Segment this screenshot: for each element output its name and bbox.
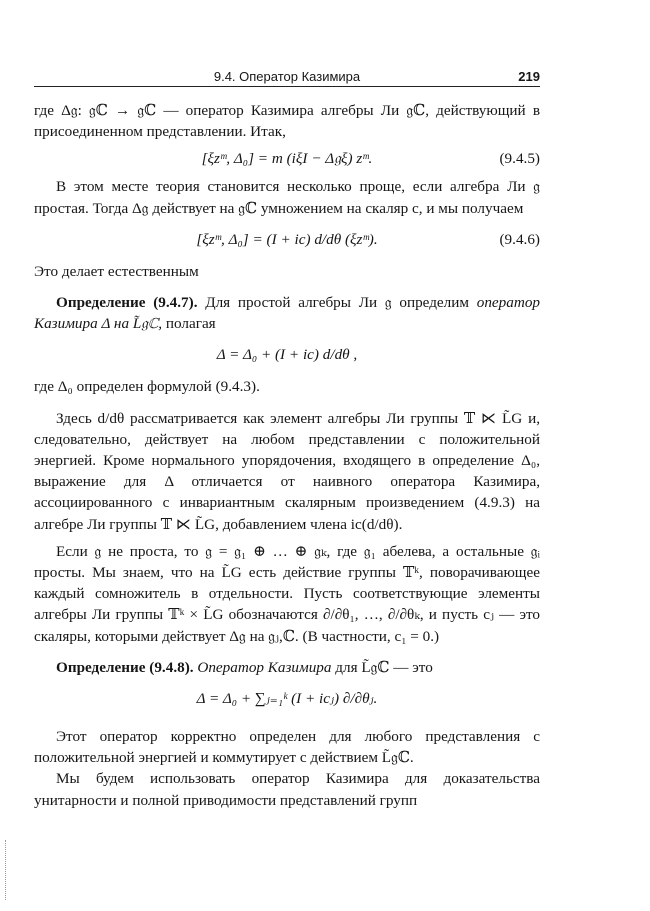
paragraph: Здесь d/dθ рассматривается как элемент алгебры Ли группы 𝕋 ⋉ L̃G и, следовательно, действует на любом представлении с положительной энергией. Кроме нормального упорядочения, входящего в определение Δ₀, выражение для Δ отличается от наивного оператора Казимира, ассоциированного с инвариантным скалярным произведением (4.9.3) на алгебре Ли группы 𝕋 ⋉ L̃G, добавлением члена ic(d/dθ). [34, 409, 540, 533]
definition-heading: Определение (9.4.7). [56, 294, 198, 312]
formula-casimir-general [34, 678, 540, 720]
formula-text: [ξzᵐ, Δ₀] = m (iξI − Δ𝔤ξ) zᵐ. [201, 150, 373, 168]
definition-term: оператор Казимира Δ на L̃𝔤ℂ, [34, 294, 541, 333]
equation-number: (9.4.5) [499, 150, 540, 168]
paragraph: В этом месте теория становится несколько проще, если алгебра Ли 𝔤 простая. Тогда Δ𝔤 действует на 𝔤ℂ умножением на скаляр c, и мы получаем [34, 178, 540, 217]
paragraph: где Δ𝔤: 𝔤ℂ → 𝔤ℂ — оператор Казимира алгебры Ли 𝔤ℂ, действующий в присоединенном представлении. Итак, [34, 102, 540, 141]
page-number: 219 [518, 69, 540, 84]
equation-number: (9.4.6) [499, 230, 540, 248]
definition-text: для L̃𝔤ℂ — это [331, 658, 433, 676]
paragraph: Если 𝔤 не проста, то 𝔤 = 𝔤₁ ⊕ … ⊕ 𝔤ₖ, где 𝔤₁ абелева, а остальные 𝔤ᵢ просты. Мы знаем, что на L̃G есть действие группы 𝕋ᵏ, поворачивающее каждый сомножитель в отдельности. Пусть соответствующие элементы алгебры Ли группы 𝕋ᵏ × L̃G обозначаются ∂/∂θ₁, …, ∂/∂θₖ, и пусть cⱼ — это скаляры, которыми действует Δ𝔤 на 𝔤ⱼ,ℂ. (В частности, c₁ = 0.) [34, 542, 540, 645]
definition-text: полагая [162, 315, 216, 333]
paragraph: Этот оператор корректно определен для любого представления с положительной энергией и коммутирует с действием L̃𝔤ℂ. [34, 728, 540, 767]
definition-9-4-8 [34, 657, 540, 678]
running-header [34, 64, 540, 87]
paragraph: где Δ₀ определен формулой (9.4.3). [34, 378, 260, 396]
paragraph: Это делает естественным [34, 262, 199, 280]
formula-casimir [34, 334, 540, 376]
formula-text: Δ = Δ₀ + (I + ic) d/dθ , [216, 346, 358, 364]
formula-text: [ξzᵐ, Δ₀] = (I + ic) d/dθ (ξzᵐ). [196, 230, 378, 248]
definition-heading: Определение (9.4.8). [56, 658, 194, 676]
page-body [34, 100, 540, 811]
formula-text: Δ = Δ₀ + ∑ⱼ₌₁ᵏ (I + icⱼ) ∂/∂θⱼ. [196, 690, 378, 708]
definition-9-4-7 [34, 292, 540, 334]
formula-9-4-5 [34, 142, 540, 176]
section-title: 9.4. Оператор Казимира [213, 69, 361, 84]
formula-9-4-6 [34, 219, 540, 261]
definition-term: Оператор Казимира [193, 658, 332, 676]
definition-text: Для простой алгебры Ли 𝔤 определим [197, 294, 477, 312]
paragraph: Мы будем использовать оператор Казимира для доказательства унитарности и полной приводимости представлений групп [34, 770, 540, 809]
scan-margin-mark [5, 840, 8, 900]
